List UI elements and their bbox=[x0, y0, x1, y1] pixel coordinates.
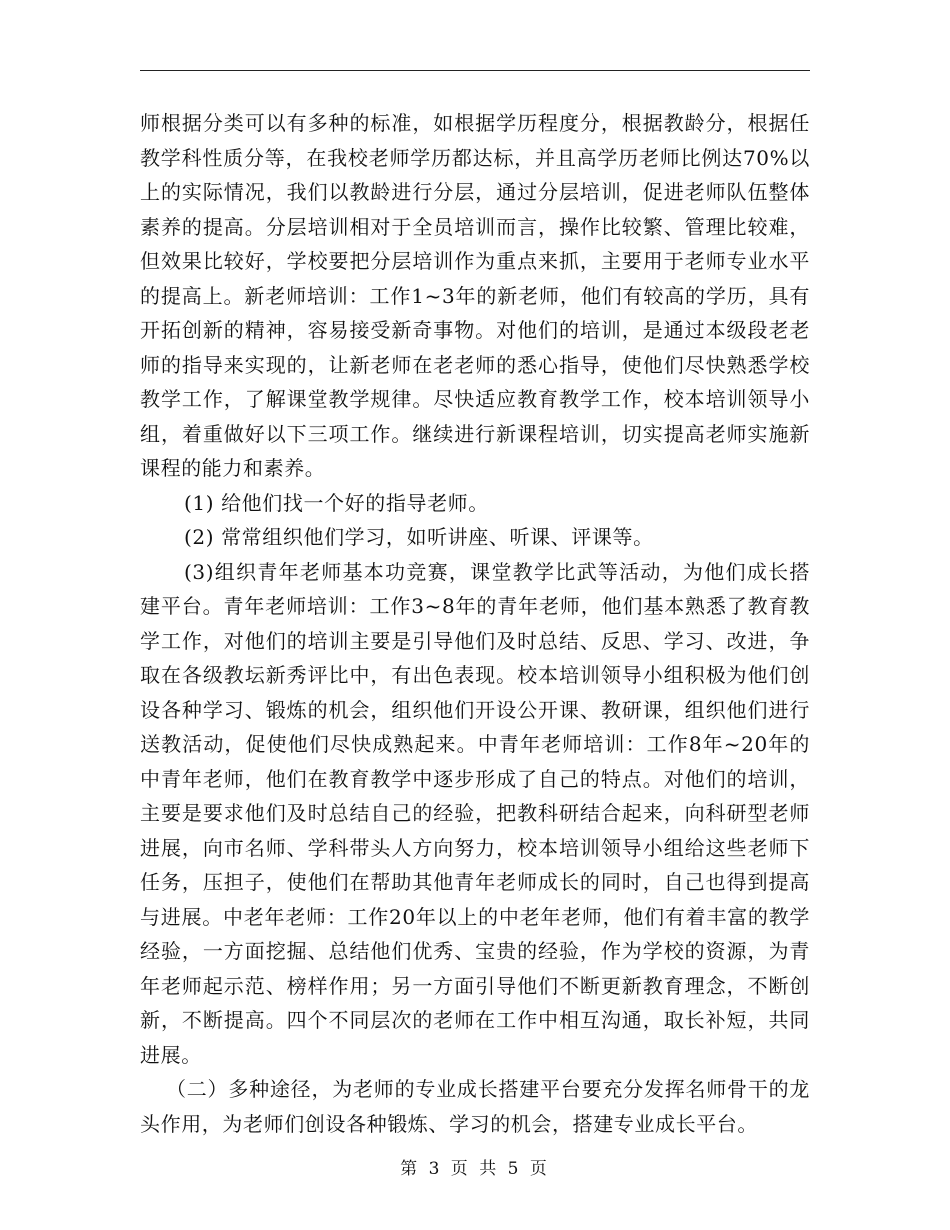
paragraph-section-2: （二）多种途径，为老师的专业成长搭建平台要充分发挥名师骨干的龙头作用，为老师们创设各种锻炼、学习的机会，搭建专业成长平台。 bbox=[140, 1077, 810, 1136]
body-text bbox=[140, 106, 810, 1141]
paragraph-continuation: 师根据分类可以有多种的标准，如根据学历程度分，根据教龄分，根据任教学科性质分等，在我校老师学历都达标，并且高学历老师比例达70%以上的实际情况，我们以教龄进行分层，通过分层培训，促进老师队伍整体素养的提高。分层培训相对于全员培训而言，操作比较繁、管理比较难，但效果比较好，学校要把分层培训作为重点来抓，主要用于老师专业水平的提高上。新老师培训：工作1~3年的新老师，他们有较高的学历，具有开拓创新的精神，容易接受新奇事物。对他们的培训，是通过本级段老老师的指导来实现的，让新老师在老老师的悉心指导，使他们尽快熟悉学校教学工作，了解课堂教学规律。尽快适应教育教学工作，校本培训领导小组，着重做好以下三项工作。继续进行新课程培训，切实提高老师实施新课程的能力和素养。 bbox=[140, 111, 810, 480]
paragraph-item-3: (3)组织青年老师基本功竞赛，课堂教学比武等活动，为他们成长搭建平台。青年老师培训：工作3~8年的青年老师，他们基本熟悉了教育教学工作，对他们的培训主要是引导他们及时总结、反思、学习、改进，争取在各级教坛新秀评比中，有出色表现。校本培训领导小组积极为他们创设各种学习、锻炼的机会，组织他们开设公开课、教研课，组织他们进行送教活动，促使他们尽快成熟起来。中青年老师培训：工作8年~20年的中青年老师，他们在教育教学中逐步形成了自己的特点。对他们的培训，主要是要求他们及时总结自己的经验，把教科研结合起来，向科研型老师进展，向市名师、学科带头人方向努力，校本培训领导小组给这些老师下任务，压担子，使他们在帮助其他青年老师成长的同时，自己也得到提高与进展。中老年老师：工作20年以上的中老年老师，他们有着丰富的教学经验，一方面挖掘、总结他们优秀、宝贵的经验，作为学校的资源，为青年老师起示范、榜样作用；另一方面引导他们不断更新教育理念，不断创新，不断提高。四个不同层次的老师在工作中相互沟通，取长补短，共同进展。 bbox=[140, 559, 810, 1067]
paragraph-item-1: (1) 给他们找一个好的指导老师。 bbox=[184, 490, 489, 515]
header-rule bbox=[140, 70, 810, 71]
page-number-footer: 第 3 页 共 5 页 bbox=[400, 1159, 550, 1179]
paragraph-item-2: (2) 常常组织他们学习，如听讲座、听课、评课等。 bbox=[184, 525, 654, 549]
